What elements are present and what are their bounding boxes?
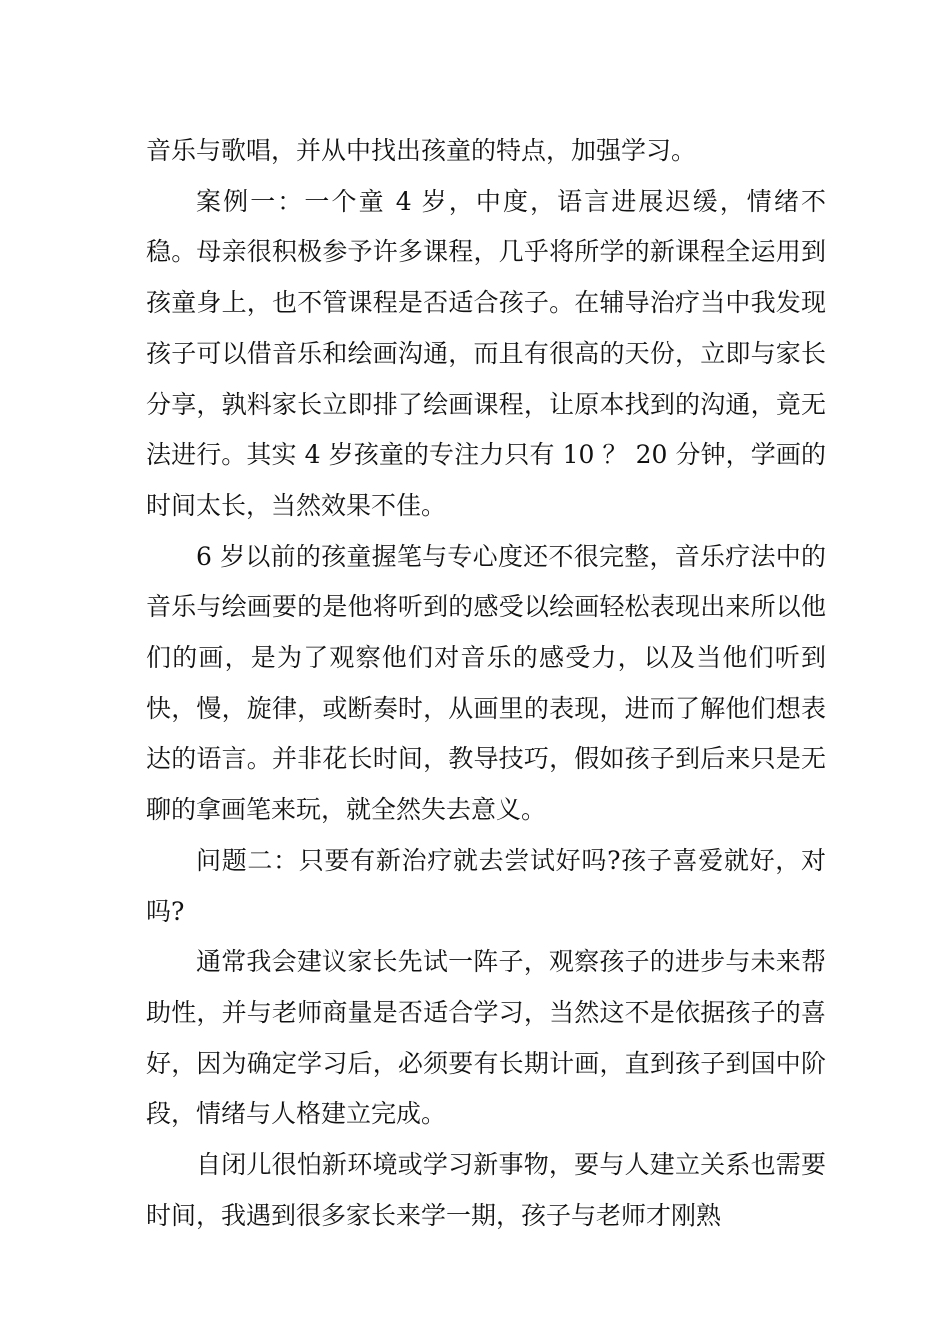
paragraph-advice: 通常我会建议家长先试一阵子，观察孩子的进步与未来帮助性，并与老师商量是否适合学习，当然这不是依据孩子的喜好，因为确定学习后，必须要有长期计画，直到孩子到国中阶段，情绪与人格建立完成。 [146, 947, 826, 1129]
paragraph-children-drawing: 6 岁以前的孩童握笔与专心度还不很完整，音乐疗法中的音乐与绘画要的是他将听到的感受以绘画轻松表现出来所以他们的画，是为了观察他们对音乐的感受力，以及当他们听到快，慢，旋律，或断奏时，从画里的表现，进而了解他们想表达的语言。并非花长时间，教导技巧，假如孩子到后来只是无聊的拿画笔来玩，就全然失去意义。 [146, 541, 826, 825]
document-body [146, 126, 826, 1241]
paragraph-autism-environment: 自闭儿很怕新环境或学习新事物，要与人建立关系也需要时间，我遇到很多家长来学一期，孩子与老师才刚熟 [146, 1150, 826, 1230]
paragraph-case-one: 案例一：一个童 4 岁，中度，语言进展迟缓，情绪不稳。母亲很积极参予许多课程，几乎将所学的新课程全运用到孩童身上，也不管课程是否适合孩子。在辅导治疗当中我发现孩子可以借音乐和绘画沟通，而且有很高的天份，立即与家长分享，孰料家长立即排了绘画课程，让原本找到的沟通，竟无法进行。其实 4 岁孩童的专注力只有 10 ？ 20 分钟，学画的时间太长，当然效果不佳。 [146, 186, 826, 520]
paragraph-continuation: 音乐与歌唱，并从中找出孩童的特点，加强学习。 [146, 136, 697, 165]
paragraph-question-two: 问题二：只要有新治疗就去尝试好吗?孩子喜爱就好，对吗? [146, 845, 826, 926]
